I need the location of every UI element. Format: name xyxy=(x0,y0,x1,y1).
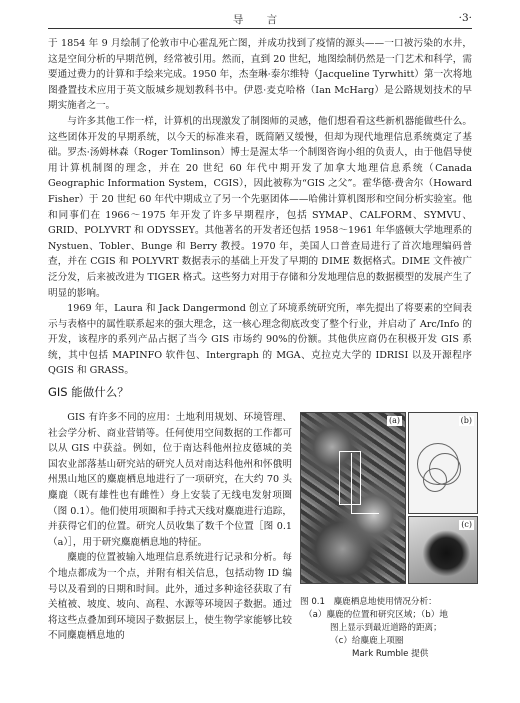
panel-label-c: (c) xyxy=(461,520,472,529)
section-heading: GIS 能做什么？ xyxy=(48,385,129,399)
paragraph-2: 与许多其他工作一样，计算机的出现激发了制图师的灵感，他们想看看这些新机器能做些什么。这些团体开发的早期系统，以今天的标准来看，既简陋又缓慢，但却为现代地理信息系统奠定了基础。罗杰·汤姆林森（Roger Tomlinson）博士是渥太华一个制图咨询小组的负责人，由于他倡导使用计算机制图的理念，并在 20 世纪 60 年代中期开发了加拿大地理信息系统（Canada Geographic Information System，CGIS），因此被称为“GIS 之父”。霍华德·费舍尔（Howard Fisher）于 20 世纪 60 年代中期成立了另一个先驱团体——哈佛计算机图形和空间分析实验室。他和同事们在 1966～1975 年开发了许多早期程序，包括 SYMAP、CALFORM、SYMVU、GRID、POLYVRT 和 ODYSSEY。其他著名的开发者还包括 1958～1961 年华盛顿大学地理系的 Nystuen、Tobler、Bunge 和 Berry 教授。1970 年，美国人口普查局进行了首次地理编码普查，并在 CGIS 和 POLYVRT 数据表示的基础上开发了早期的 DIME 数据格式。DIME 文件被广泛分发，后来被改进为 TIGER 格式。这些努力对用于存储和分发地理信息的数据模型的发展产生了明显的影响。 xyxy=(48,115,472,299)
distance-map xyxy=(408,412,478,514)
caption-title: 图 0.1 麋鹿栖息地使用情况分析： xyxy=(300,597,437,607)
elk-collaring-photo xyxy=(408,516,478,584)
running-header xyxy=(48,10,472,29)
panel-label-b: (b) xyxy=(460,416,472,425)
section-paragraph-2: 麋鹿的位置被输入地理信息系统进行记录和分析。每个地点都成为一个点，并附有相关信息，包括动物 ID 编号以及看到的日期和时间。此外，通过多种途径获取了有关植被、坡度、坡向、高程、水源等环境因子数据。通过将这些点叠加到环境因子数据层上，使生物学家能够比较不同麋鹿栖息地的 xyxy=(48,552,292,642)
intro-body xyxy=(48,36,472,379)
route-line xyxy=(351,513,379,514)
section-paragraph-1: GIS 有许多不同的应用：土地利用规划、环境管理、社会学分析、商业营销等。任何使用空间数据的工作都可以从 GIS 中获益。例如，位于南达科他州拉皮德城的美国农业部落基山研究站的研究人员对南达科他州和怀俄明州黑山地区的麋鹿栖息地进行了一项研究，在大约 70 头麋鹿（既有雄性也有雌性）身上安装了无线电发射项圈（图 0.1）。他们使用项圈和手持式天线对麋鹿进行追踪，并获得它们的位置。研究人员收集了数千个位置［图 0.1（a）］，用于研究麋鹿栖息地的特征。 xyxy=(48,412,292,548)
panel-label-a: (a) xyxy=(388,416,400,425)
caption-line-a: （a）麋鹿的位置和研究区域；（b）地 xyxy=(304,610,448,620)
contour-ring xyxy=(423,468,447,492)
caption-line-c: （c）给麋鹿上项圈 xyxy=(330,636,404,646)
figure-caption xyxy=(300,596,480,661)
aerial-map-photo xyxy=(300,412,406,584)
section-body xyxy=(48,410,292,644)
caption-credit: Mark Rumble 提供 xyxy=(352,649,429,659)
header-title: 导 言 xyxy=(232,14,288,26)
caption-line-b: 图上显示到最近道路的距离； xyxy=(330,623,442,633)
figure-0-1 xyxy=(300,412,476,582)
route-line xyxy=(351,453,352,513)
study-area-outline xyxy=(339,451,361,505)
paragraph-3: 1969 年，Laura 和 Jack Dangermond 创立了环境系统研究所，率先提出了将要素的空间表示与表格中的属性联系起来的强大理念，这一核心理念彻底改变了整个行业，并启动了 Arc/Info 的开发，该程序的系列产品占据了当今 GIS 市场约 90%的份额。其他供应商仍在积极开发 GIS 系统，其中包括 MAPINFO 软件包、Intergraph 的 MGA、克拉克大学的 IDRISI 以及开源程序 QGIS 和 GRASS。 xyxy=(48,303,472,377)
paragraph-1: 于 1854 年 9 月绘制了伦敦市中心霍乱死亡图，并成功找到了疫情的源头——一口被污染的水井，这是空间分析的早期范例，经常被引用。然而，直到 20 世纪，地图绘制仍然是一门艺术和科学，需要通过费力的计算和手绘来完成。1950 年，杰奎琳·泰尔维特（Jacqueline Tyrwhitt）第一次将地图叠置技术应用于英文版城乡规划教科书中。伊恩·麦克哈格（Ian McHarg）是公路规划技术的早期实施者之一。 xyxy=(48,38,472,112)
page-number: ·3· xyxy=(458,12,472,24)
